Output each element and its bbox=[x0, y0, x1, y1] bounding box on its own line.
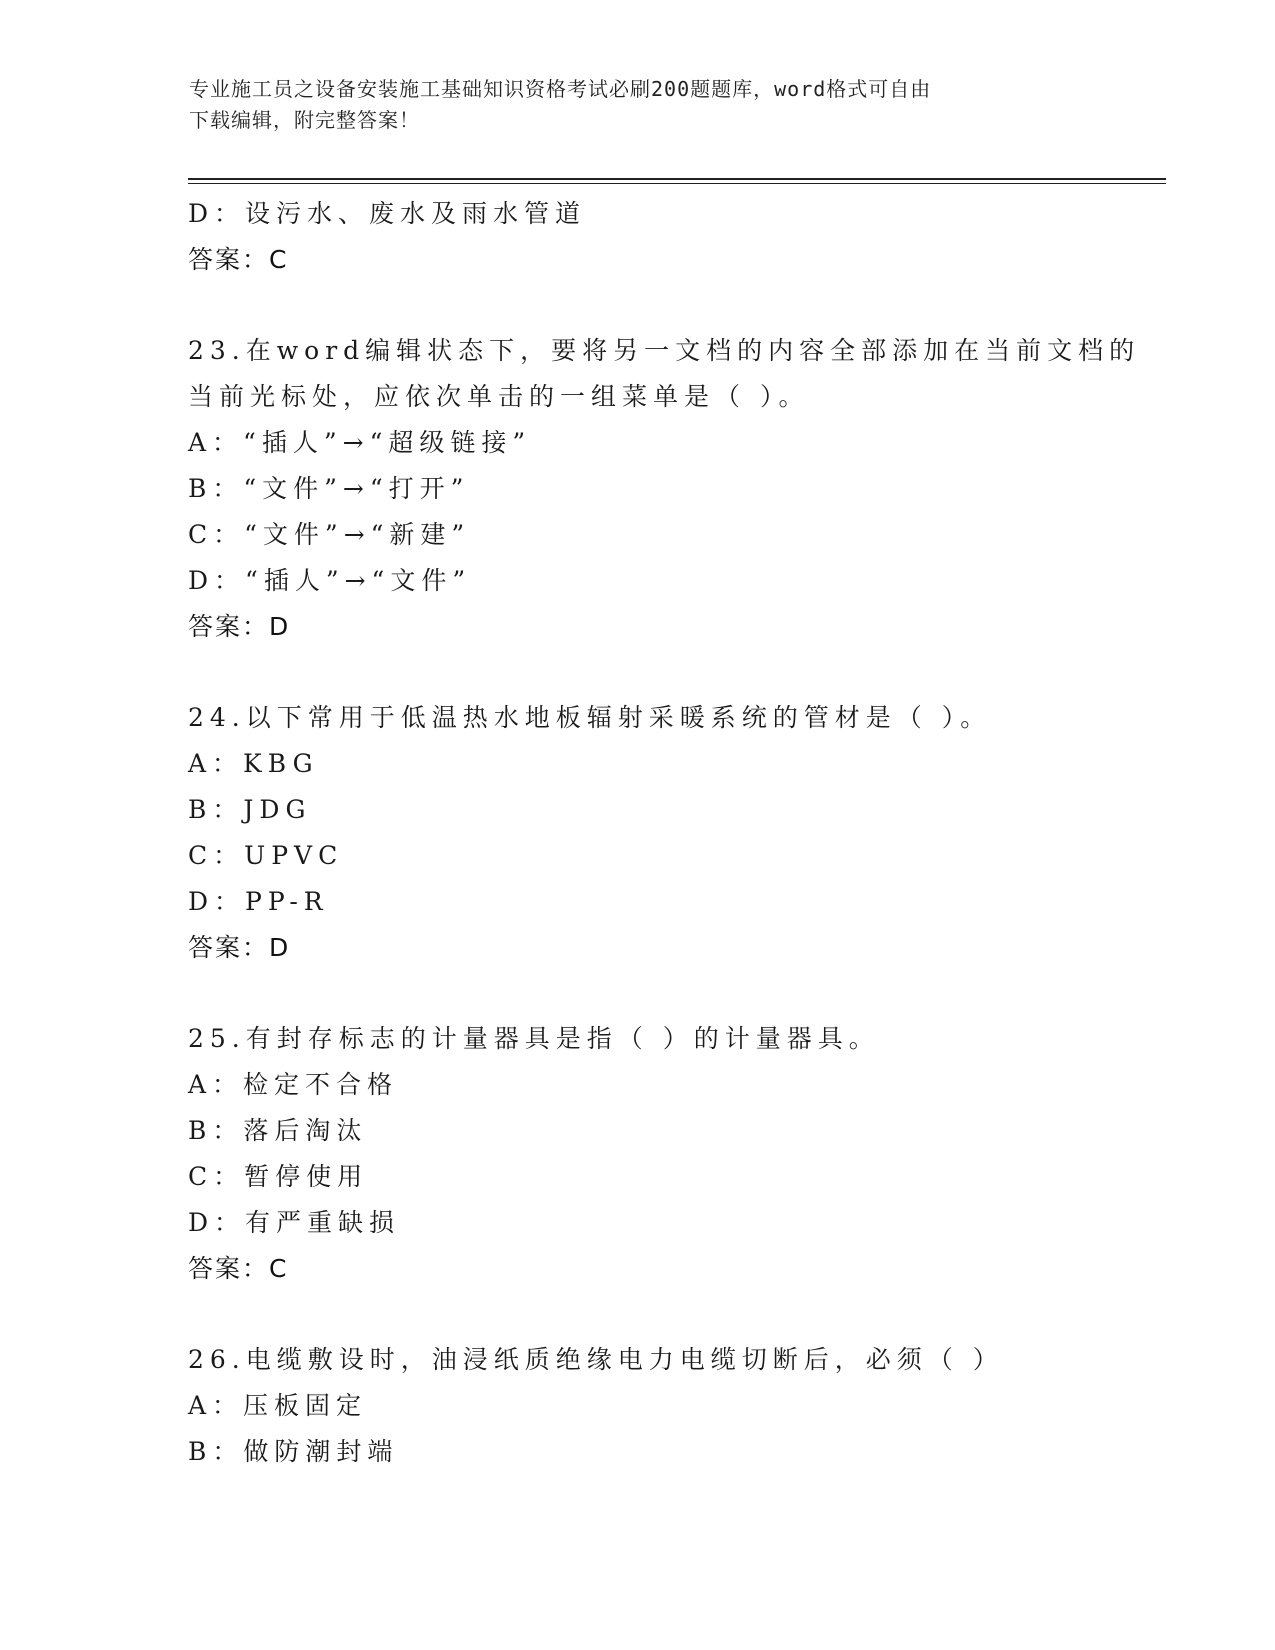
answer-line: 答案：C bbox=[188, 1254, 289, 1283]
question-block bbox=[188, 328, 1141, 650]
question-block bbox=[188, 1337, 1088, 1475]
question-text: 26.电缆敷设时，油浸纸质绝缘电力电缆切断后，必须（ ） bbox=[188, 1345, 1004, 1374]
option-line: D：有严重缺损 bbox=[188, 1208, 401, 1237]
option-line: C：暂停使用 bbox=[188, 1162, 369, 1191]
question-block bbox=[188, 695, 1088, 971]
question-block bbox=[188, 1016, 1088, 1292]
document-header bbox=[189, 74, 1069, 136]
option-line: A：检定不合格 bbox=[188, 1070, 399, 1099]
option-line: A：KBG bbox=[188, 749, 319, 778]
question-block bbox=[188, 191, 1088, 283]
option-line: B：做防潮封端 bbox=[188, 1437, 399, 1466]
header-divider-thick bbox=[188, 178, 1166, 180]
option-line: B：落后淘汰 bbox=[188, 1116, 368, 1145]
question-text: 当前光标处，应依次单击的一组菜单是（ ）。 bbox=[188, 382, 810, 411]
document-body bbox=[188, 191, 1141, 1475]
option-line: D：“插人”→“文件” bbox=[188, 566, 472, 595]
question-text: 23.在word编辑状态下，要将另一文档的内容全部添加在当前文档的 bbox=[188, 336, 1141, 365]
question-text: 24.以下常用于低温热水地板辐射采暖系统的管材是（ ）。 bbox=[188, 703, 992, 732]
option-line: C：“文件”→“新建” bbox=[188, 520, 471, 549]
answer-line: 答案：C bbox=[188, 245, 289, 274]
header-divider-thin bbox=[188, 183, 1166, 184]
option-line: B：“文件”→“打开” bbox=[188, 474, 470, 503]
question-text: 25.有封存标志的计量器具是指（ ）的计量器具。 bbox=[188, 1024, 880, 1053]
option-line: D：设污水、废水及雨水管道 bbox=[188, 199, 587, 228]
option-line: B：JDG bbox=[188, 795, 312, 824]
option-line: A：“插人”→“超级链接” bbox=[188, 428, 532, 457]
answer-line: 答案：D bbox=[188, 933, 291, 962]
option-line: A：压板固定 bbox=[188, 1391, 368, 1420]
option-line: D：PP-R bbox=[188, 887, 329, 916]
answer-line: 答案：D bbox=[188, 612, 291, 641]
header-line-2: 下载编辑，附完整答案！ bbox=[189, 108, 420, 132]
header-line-1: 专业施工员之设备安装施工基础知识资格考试必刷200题题库，word格式可自由 bbox=[189, 77, 932, 101]
option-line: C：UPVC bbox=[188, 841, 344, 870]
